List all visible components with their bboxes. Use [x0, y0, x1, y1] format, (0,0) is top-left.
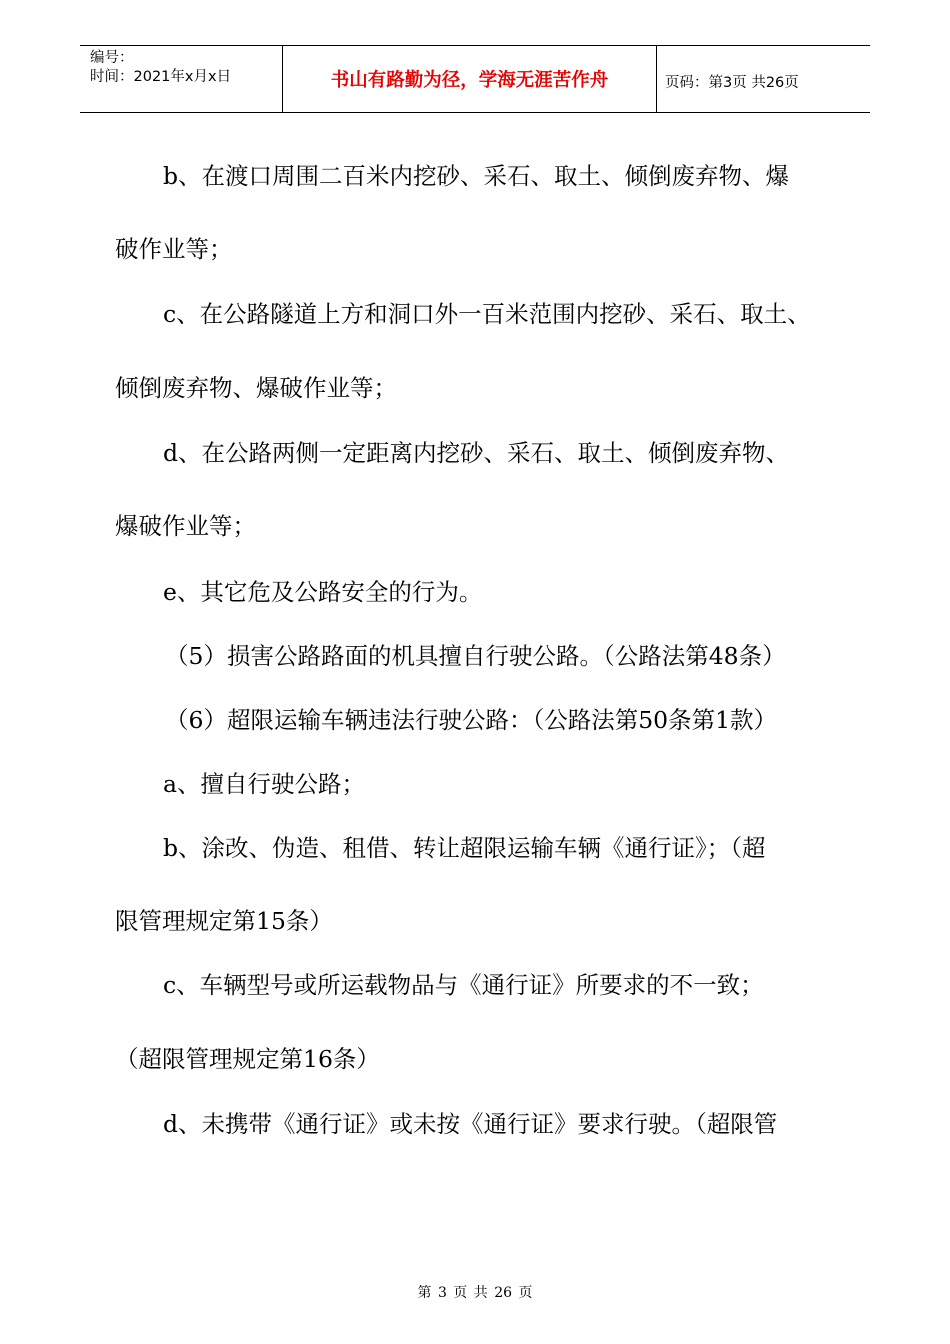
body-line: （5）损害公路路面的机具擅自行驶公路。（公路法第48条） — [165, 642, 786, 670]
body-line: d、在公路两侧一定距离内挖砂、采石、取土、倾倒废弃物、 — [163, 439, 790, 467]
page-footer: 第 3 页 共 26 页 — [417, 1285, 533, 1301]
header-motto: 书山有路勤为径，学海无涯苦作舟 — [330, 70, 609, 91]
body-line: 限管理规定第15条） — [115, 907, 333, 935]
body-line: c、在公路隧道上方和洞口外一百米范围内挖砂、采石、取土、 — [163, 300, 811, 328]
header-top-rule — [80, 45, 870, 46]
body-line: b、涂改、伪造、租借、转让超限运输车辆《通行证》；（超 — [163, 834, 766, 862]
header-bottom-rule — [80, 112, 870, 113]
body-line: b、在渡口周围二百米内挖砂、采石、取土、倾倒废弃物、爆 — [163, 162, 790, 190]
document-number-label: 编号： — [90, 50, 134, 66]
body-line: d、未携带《通行证》或未按《通行证》要求行驶。（超限管 — [163, 1110, 778, 1138]
document-time: 时间：2021年x月x日 — [90, 69, 232, 85]
body-line: （超限管理规定第16条） — [115, 1045, 380, 1073]
body-line: （6）超限运输车辆违法行驶公路：（公路法第50条第1款） — [165, 706, 778, 734]
body-line: 倾倒废弃物、爆破作业等； — [115, 374, 397, 402]
header-page-info: 页码：第3页 共26页 — [665, 75, 799, 91]
header-divider-right — [656, 45, 657, 113]
body-line: c、车辆型号或所运载物品与《通行证》所要求的不一致； — [163, 971, 764, 999]
body-line: a、擅自行驶公路； — [163, 770, 366, 798]
header-meta — [90, 49, 231, 87]
body-line: e、其它危及公路安全的行为。 — [163, 578, 483, 606]
body-line: 爆破作业等； — [115, 512, 256, 540]
body-line: 破作业等； — [115, 235, 233, 263]
